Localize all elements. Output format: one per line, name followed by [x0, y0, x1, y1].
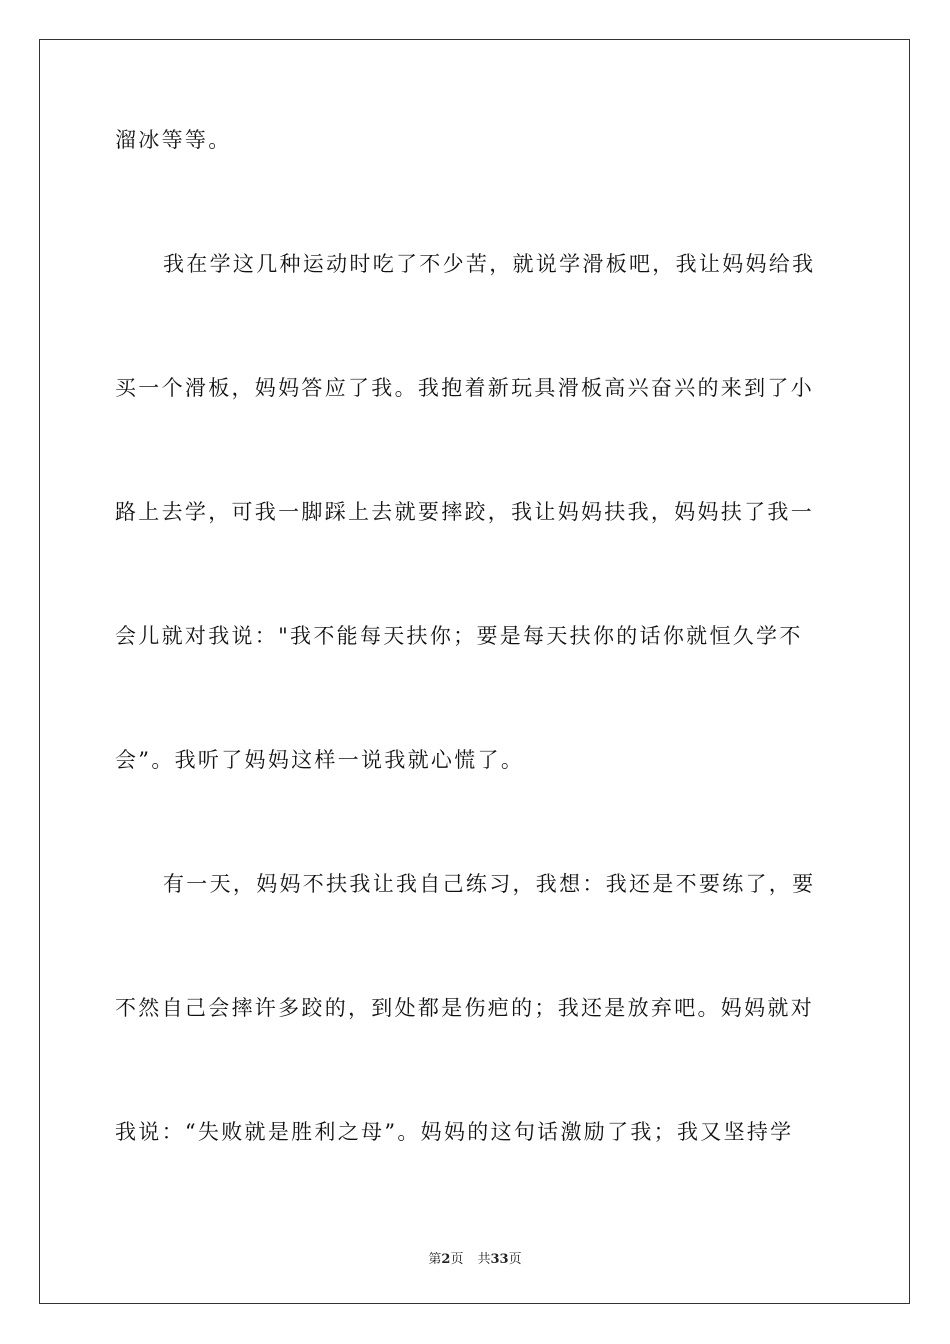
total-pages: 33 — [490, 1252, 509, 1267]
page-number: 2 — [441, 1252, 451, 1267]
total-prefix: 共 — [477, 1252, 491, 1267]
page-footer — [0, 1248, 950, 1267]
text-line: 会儿就对我说："我不能每天扶你；要是每天扶你的话你就恒久学不 — [115, 624, 803, 648]
text-line: 买一个滑板，妈妈答应了我。我抱着新玩具滑板高兴奋兴的来到了小 — [115, 376, 814, 400]
total-suffix: 页 — [508, 1252, 522, 1267]
page-prefix: 第 — [428, 1252, 442, 1267]
text-line: 有一天，妈妈不扶我让我自己练习，我想：我还是不要练了，要 — [163, 872, 816, 896]
text-line: 我在学这几种运动时吃了不少苦，就说学滑板吧，我让妈妈给我 — [163, 252, 816, 276]
text-line: 路上去学，可我一脚踩上去就要摔跤，我让妈妈扶我，妈妈扶了我一 — [115, 500, 814, 524]
document-body — [115, 128, 835, 1144]
text-line: 会”。我听了妈妈这样一说我就心慌了。 — [115, 748, 525, 772]
text-line: 我说：“失败就是胜利之母”。妈妈的这句话激励了我；我又坚持学 — [115, 1120, 794, 1144]
text-line: 溜冰等等。 — [115, 128, 232, 152]
text-line: 不然自己会摔许多跤的，到处都是伤疤的；我还是放弃吧。妈妈就对 — [115, 996, 814, 1020]
page-suffix: 页 — [450, 1252, 464, 1267]
